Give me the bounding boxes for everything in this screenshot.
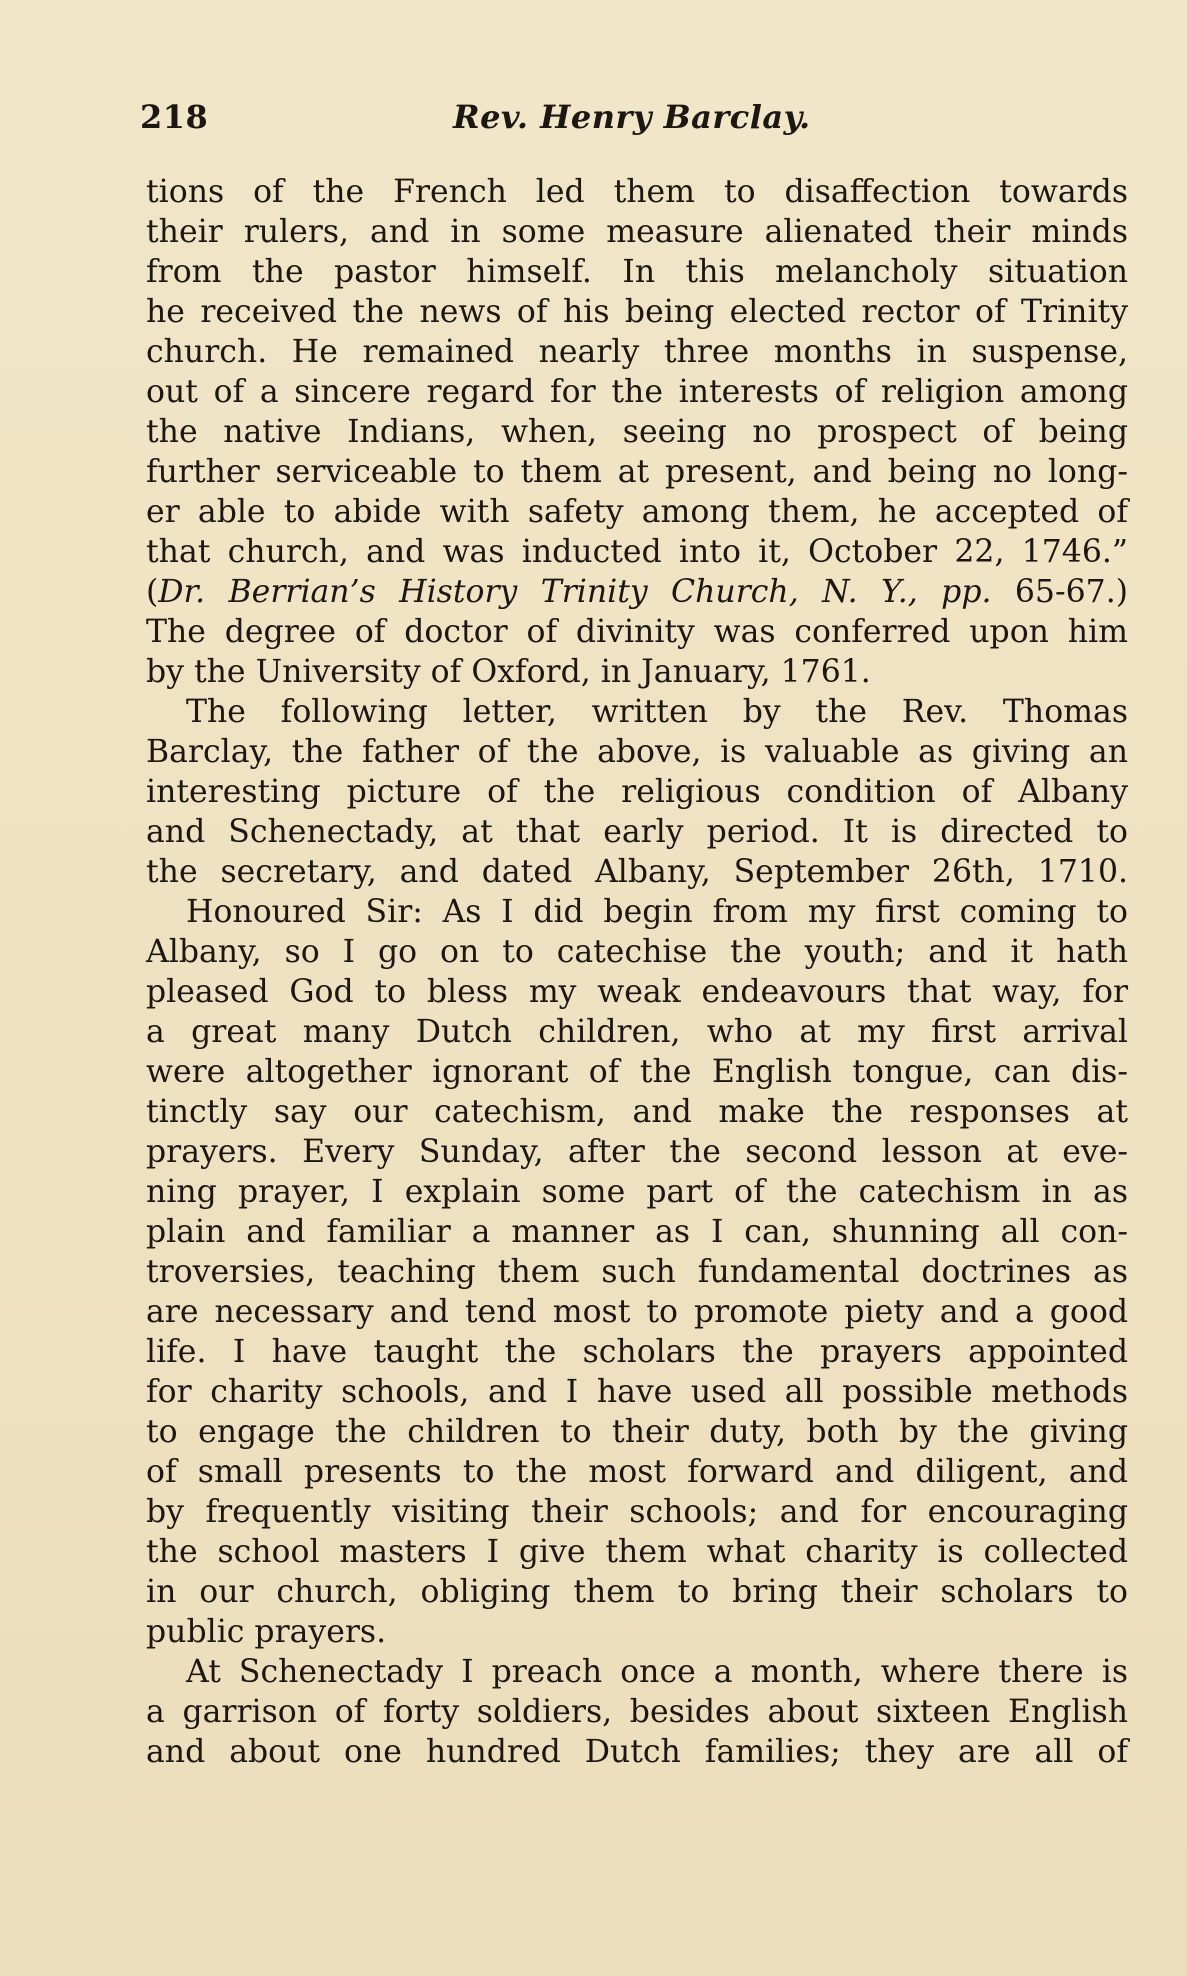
text-line: the native Indians, when, seeing no prospect of being bbox=[146, 414, 1128, 450]
text-line: by the University of Oxford, in January, 1761. bbox=[146, 654, 871, 690]
citation-title: Dr. Berrian’s History Trinity Church, N. Y., pp. bbox=[158, 574, 992, 610]
text-line: er able to abide with safety among them, he accepted of bbox=[146, 494, 1128, 530]
text-line: and about one hundred Dutch families; they are all of bbox=[146, 1734, 1128, 1770]
text-line: further serviceable to them at present, and being no long- bbox=[146, 454, 1128, 490]
text-line: that church, and was inducted into it, October 22, 1746.” bbox=[146, 534, 1128, 570]
text-line: and Schenectady, at that early period. It is directed to bbox=[146, 814, 1128, 850]
text-line: the school masters I give them what charity is collected bbox=[146, 1534, 1128, 1570]
text-line: ning prayer, I explain some part of the catechism in as bbox=[146, 1174, 1128, 1210]
text-line: At Schenectady I preach once a month, where there is bbox=[186, 1654, 1128, 1690]
text-line: tions of the French led them to disaffection towards bbox=[146, 174, 1128, 210]
text-line: a garrison of forty soldiers, besides about sixteen English bbox=[146, 1694, 1128, 1730]
text-line: from the pastor himself. In this melancholy situation bbox=[146, 254, 1128, 290]
text-line: prayers. Every Sunday, after the second lesson at eve- bbox=[146, 1134, 1128, 1170]
running-head bbox=[140, 98, 1136, 148]
text-line: public prayers. bbox=[146, 1614, 387, 1650]
text-line: Barclay, the father of the above, is valuable as giving an bbox=[146, 734, 1128, 770]
text-line: The degree of doctor of divinity was conferred upon him bbox=[146, 614, 1128, 650]
text-line: The following letter, written by the Rev. Thomas bbox=[186, 694, 1128, 730]
text-line: in our church, obliging them to bring their scholars to bbox=[146, 1574, 1128, 1610]
text-line: interesting picture of the religious condition of Albany bbox=[146, 774, 1128, 810]
citation-line bbox=[146, 572, 1128, 612]
body-text bbox=[146, 172, 1128, 1772]
text-line: are necessary and tend most to promote piety and a good bbox=[146, 1294, 1128, 1330]
text-line: Albany, so I go on to catechise the youth; and it hath bbox=[146, 934, 1128, 970]
text-line: troversies, teaching them such fundamental doctrines as bbox=[146, 1254, 1128, 1290]
text-line: the secretary, and dated Albany, September 26th, 1710. bbox=[146, 854, 1128, 890]
text-line: plain and familiar a manner as I can, shunning all con- bbox=[146, 1214, 1128, 1250]
text-line: a great many Dutch children, who at my first arrival bbox=[146, 1014, 1128, 1050]
text-line: to engage the children to their duty, both by the giving bbox=[146, 1414, 1128, 1450]
text-line: church. He remained nearly three months in suspense, bbox=[146, 334, 1128, 370]
text-line: for charity schools, and I have used all possible methods bbox=[146, 1374, 1128, 1410]
text-line: tinctly say our catechism, and make the responses at bbox=[146, 1094, 1128, 1130]
running-title: Rev. Henry Barclay. bbox=[453, 98, 811, 136]
text-line: out of a sincere regard for the interests of religion among bbox=[146, 374, 1128, 410]
text-line: their rulers, and in some measure alienated their minds bbox=[146, 214, 1128, 250]
text-line: Honoured Sir: As I did begin from my first coming to bbox=[186, 894, 1128, 930]
citation-open: ( bbox=[146, 574, 159, 610]
text-line: he received the news of his being elected rector of Trinity bbox=[146, 294, 1128, 330]
text-line: were altogether ignorant of the English tongue, can dis- bbox=[146, 1054, 1128, 1090]
text-line: by frequently visiting their schools; and for encouraging bbox=[146, 1494, 1128, 1530]
citation-pages: 65-67.) bbox=[991, 574, 1129, 610]
text-line: of small presents to the most forward and diligent, and bbox=[146, 1454, 1128, 1490]
text-line: life. I have taught the scholars the prayers appointed bbox=[146, 1334, 1128, 1370]
text-line: pleased God to bless my weak endeavours that way, for bbox=[146, 974, 1128, 1010]
page-number: 218 bbox=[140, 98, 209, 136]
